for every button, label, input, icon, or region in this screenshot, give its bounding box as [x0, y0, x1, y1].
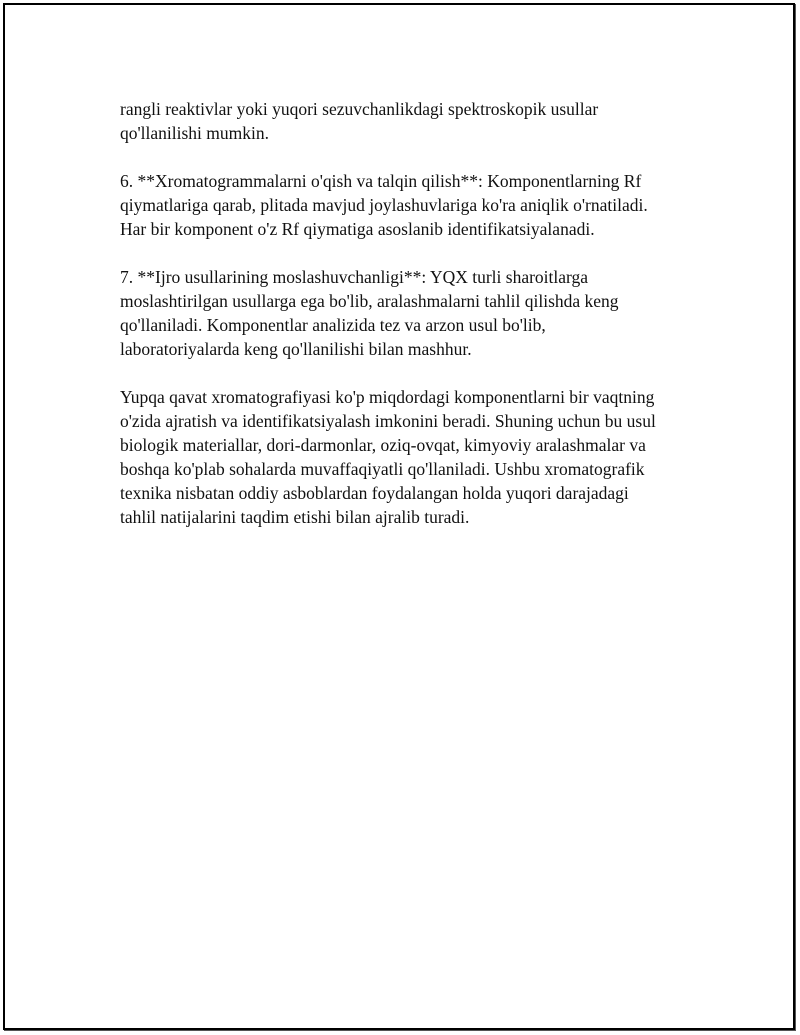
- paragraph-item-6: [120, 169, 700, 241]
- paragraph-detection-end: [120, 97, 700, 145]
- text-line: moslashtirilgan usullarga ega bo'lib, aralashmalarni tahlil qilishda keng: [120, 291, 619, 311]
- text-line: 7. **Ijro usullarining moslashuvchanligi**: YQX turli sharoitlarga: [120, 267, 589, 287]
- document-body: [120, 97, 700, 553]
- text-line: qiymatlariga qarab, plitada mavjud joylashuvlariga ko'ra aniqlik o'rnatiladi.: [120, 195, 648, 215]
- page-frame: [3, 3, 795, 1030]
- text-line: Yupqa qavat xromatografiyasi ko'p miqdordagi komponentlarni bir vaqtning: [120, 387, 655, 407]
- text-line: tahlil natijalarini taqdim etishi bilan ajralib turadi.: [120, 507, 470, 527]
- paragraph-item-7: [120, 265, 700, 361]
- text-line: Har bir komponent o'z Rf qiymatiga asoslanib identifikatsiyalanadi.: [120, 219, 595, 239]
- text-line: qo'llaniladi. Komponentlar analizida tez va arzon usul bo'lib,: [120, 315, 546, 335]
- text-line: rangli reaktivlar yoki yuqori sezuvchanlikdagi spektroskopik usullar: [120, 99, 599, 119]
- text-line: texnika nisbatan oddiy asboblardan foydalangan holda yuqori darajadagi: [120, 483, 629, 503]
- text-line: boshqa ko'plab sohalarda muvaffaqiyatli qo'llaniladi. Ushbu xromatografik: [120, 459, 645, 479]
- text-line: 6. **Xromatogrammalarni o'qish va talqin qilish**: Komponentlarning Rf: [120, 171, 642, 191]
- paragraph-conclusion: [120, 385, 700, 529]
- text-line: o'zida ajratish va identifikatsiyalash imkonini beradi. Shuning uchun bu usul: [120, 411, 656, 431]
- text-line: qo'llanilishi mumkin.: [120, 123, 269, 143]
- text-line: laboratoriyalarda keng qo'llanilishi bilan mashhur.: [120, 339, 472, 359]
- text-line: biologik materiallar, dori-darmonlar, oziq-ovqat, kimyoviy aralashmalar va: [120, 435, 646, 455]
